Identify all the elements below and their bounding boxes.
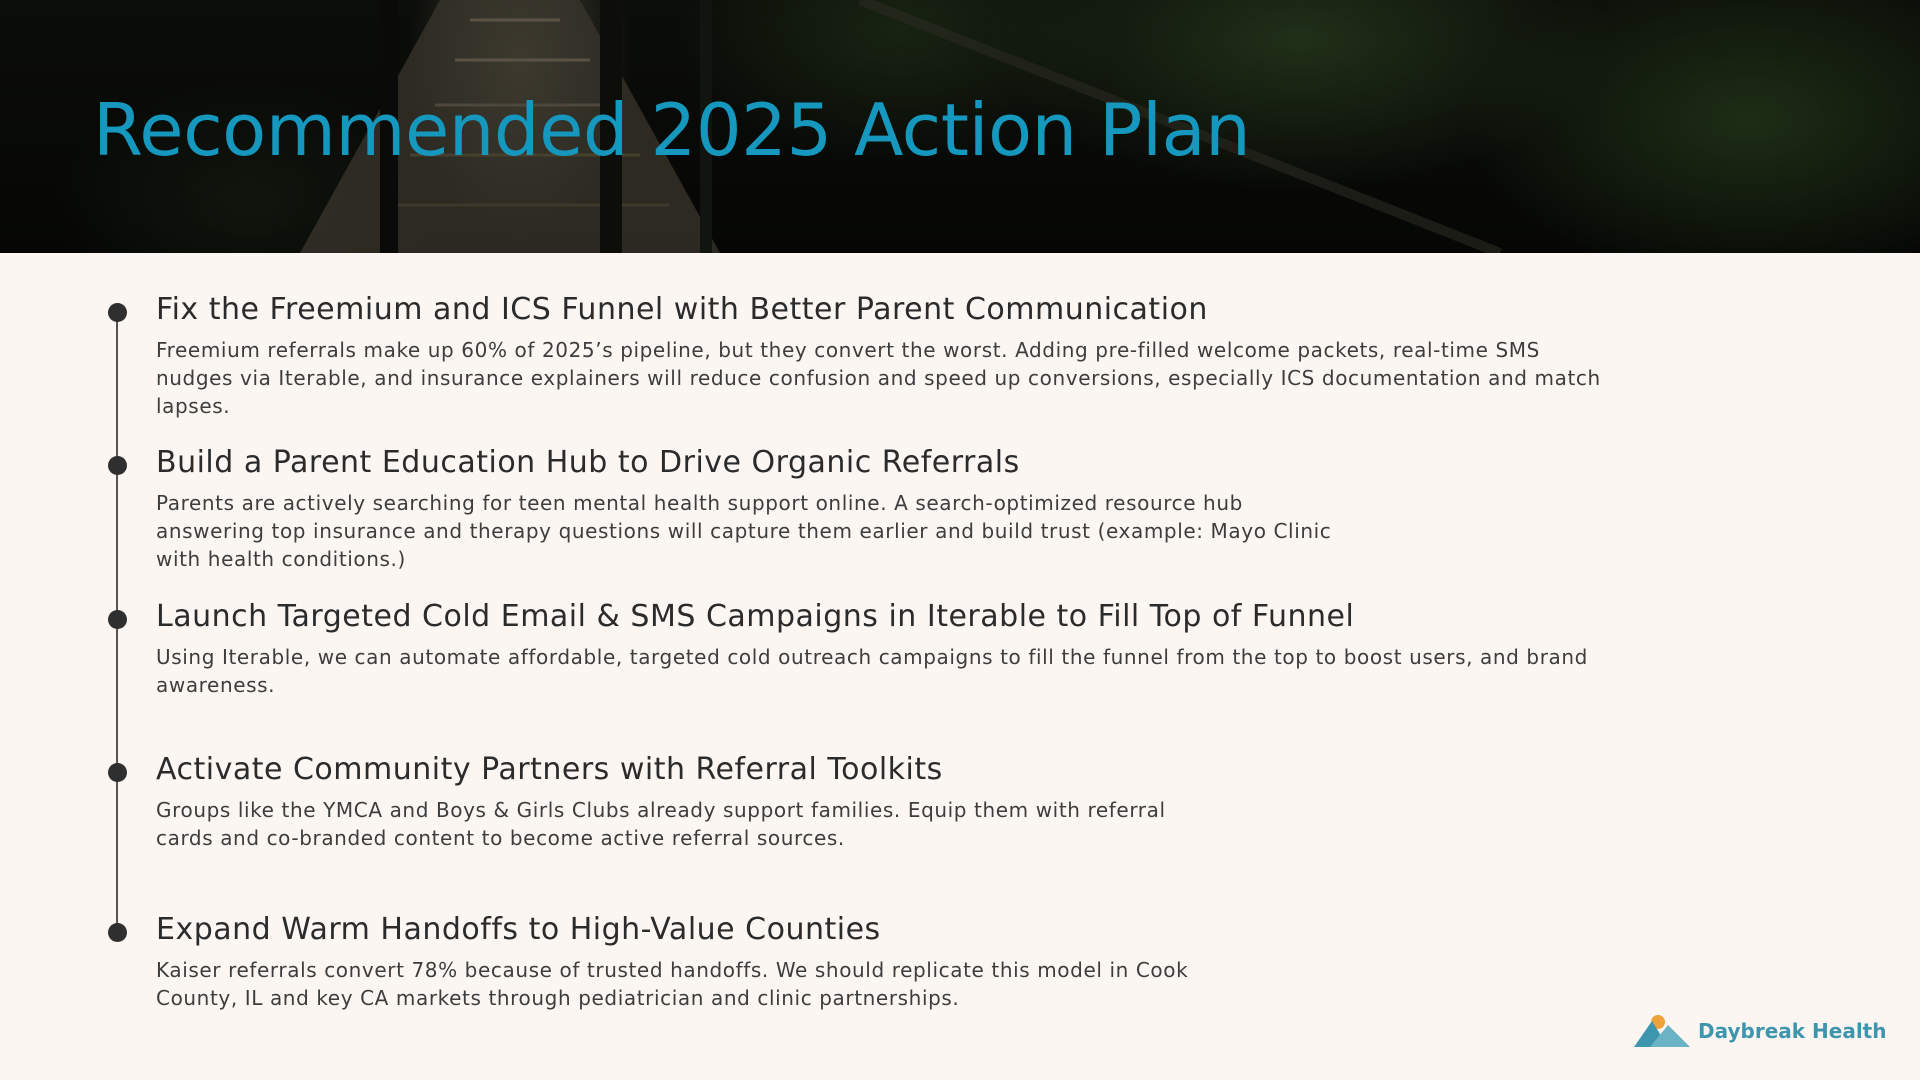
action-item-title: Expand Warm Handoffs to High-Value Counties (156, 912, 881, 947)
bullet-dot-icon (108, 303, 127, 322)
action-item-3 (156, 597, 1606, 699)
action-item-body: Freemium referrals make up 60% of 2025’s pipeline, but they convert the worst. Adding pre-filled welcome packets, real-time SMS nudges via Iterable, and insurance explainers will reduce confusion and speed up conversions, especially ICS documentation and match lapses. (156, 338, 1601, 418)
header-banner (0, 0, 1920, 253)
bullet-dot-icon (108, 923, 127, 942)
action-item-1 (156, 290, 1606, 420)
action-item-title: Fix the Freemium and ICS Funnel with Better Parent Communication (156, 292, 1208, 327)
action-item-title: Build a Parent Education Hub to Drive Organic Referrals (156, 445, 1020, 480)
action-item-body: Parents are actively searching for teen mental health support online. A search-optimized resource hub answering top insurance and therapy questions will capture them earlier and build trust (example: Mayo Clinic with health conditions.) (156, 491, 1332, 571)
action-item-title: Activate Community Partners with Referral Toolkits (156, 752, 943, 787)
action-item-body: Using Iterable, we can automate affordable, targeted cold outreach campaigns to fill the funnel from the top to boost users, and brand awareness. (156, 645, 1588, 697)
action-item-5 (156, 910, 1236, 1012)
daybreak-health-logo (1634, 1013, 1886, 1049)
brand-name: Daybreak Health (1698, 1019, 1887, 1043)
bullet-dot-icon (108, 763, 127, 782)
action-item-2 (156, 443, 1356, 573)
action-item-body: Groups like the YMCA and Boys & Girls Clubs already support families. Equip them with referral cards and co-branded content to become active referral sources. (156, 798, 1166, 850)
bullet-dot-icon (108, 610, 127, 629)
slide-title: Recommended 2025 Action Plan (93, 88, 1251, 172)
action-item-4 (156, 750, 1176, 852)
action-item-title: Launch Targeted Cold Email & SMS Campaigns in Iterable to Fill Top of Funnel (156, 599, 1355, 634)
bullet-dot-icon (108, 456, 127, 475)
action-item-body: Kaiser referrals convert 78% because of trusted handoffs. We should replicate this model in Cook County, IL and key CA markets through pediatrician and clinic partnerships. (156, 958, 1189, 1010)
mountain-sun-logo-icon (1634, 1013, 1692, 1049)
